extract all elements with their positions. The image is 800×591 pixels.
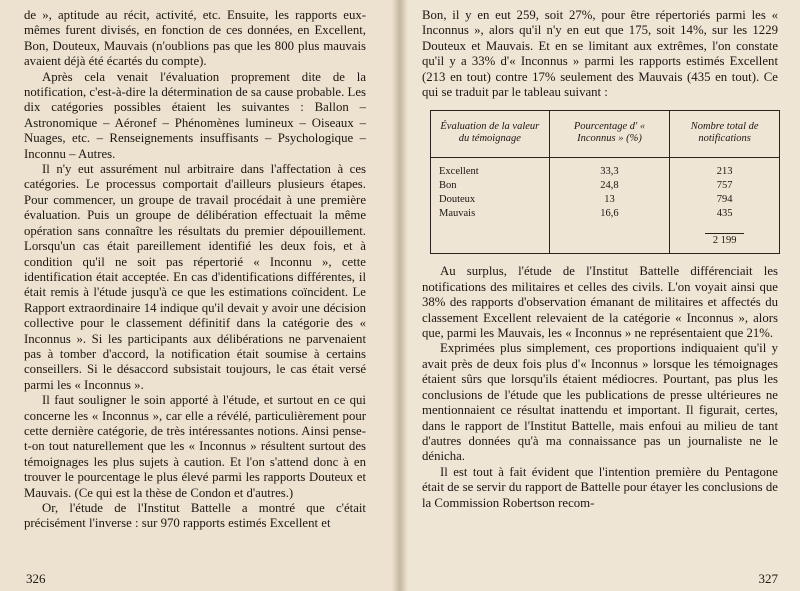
page-number: 326 bbox=[26, 571, 46, 586]
paragraph: Il faut souligner le soin apporté à l'étude, et surtout en ce qui concerne les « Inconnus », car elle a révélé, particulièrement pour cette dernière catégorie, de très intéressantes notions. Ainsi pense-t-on tout naturellement que les « Inconnus » résultent surtout des témoignages les plus sujets à caution. Et l'on s'attend donc à en trouver le pourcentage le plus élevé parmi les rapports Douteux et Mauvais. (Ce qui est la thèse de Condon et d'autres.) bbox=[24, 393, 366, 500]
paragraph: Au surplus, l'étude de l'Institut Battelle différenciait les notifications des militaires et celles des civils. L'on voyait ainsi que 38% des rapports d'observation émanant de militaires et affectés du classement Excellent relevaient de la catégorie « Inconnus », alors que, parmi les Mauvais, les « Inconnus » ne représentaient que 21%. bbox=[422, 264, 778, 341]
table-row bbox=[431, 158, 780, 180]
column-header-evaluation: Évaluation de la valeur du témoignage bbox=[431, 111, 550, 158]
paragraph: Exprimées plus simplement, ces proportions indiquaient qu'il y avait près de deux fois plus d'« Inconnus » lorsque les témoignages étaient sûrs que lorsqu'ils étaient médiocres. Pourtant, pas plus les conclusions de l'étude que les publications de presse ultérieures ne mentionnaient ce résultat inattendu et important. Il figurait, certes, dans le rapport de l'Institut Battelle, mais enfoui au milieu de tant d'autres données qu'à ma connaissance pas un journaliste ne le dénicha. bbox=[422, 341, 778, 464]
row-percent: 13 bbox=[549, 193, 670, 207]
row-label: Excellent bbox=[439, 166, 479, 178]
column-header-percentage: Pourcentage d' « Inconnus » (%) bbox=[549, 111, 670, 158]
paragraph: de », aptitude au récit, activité, etc. Ensuite, les rapports eux-mêmes furent divisés, en fonction de ces données, en Excellent, Bon, Douteux, Mauvais (n'oublions pas que les 800 plus mauvais avaient déjà été écartés du compte). bbox=[24, 8, 366, 69]
right-page bbox=[400, 0, 800, 591]
row-total: 213 bbox=[670, 158, 780, 180]
paragraph: Bon, il y en eut 259, soit 27%, pour être répertoriés parmi les « Inconnus », alors qu'il n'y en eut que 175, soit 14%, sur les 1229 Douteux et Mauvais. Et en se limitant aux extrêmes, l'on constate qu'il y a 33% d'« Inconnus » parmi les rapports estimés Excellent (213 en tout) contre 17% seulement des Mauvais (435 en tout). Ce qui se traduit par le tableau suivant : bbox=[422, 8, 778, 100]
row-percent: 16,6 bbox=[549, 207, 670, 221]
column-header-total: Nombre total de notifications bbox=[670, 111, 780, 158]
paragraph: Il n'y eut assurément nul arbitraire dans l'affectation à ces catégories. Le processus comportait d'ailleurs plusieurs étapes. Pour commencer, un groupe de travail procédait à une première évaluation. Puis un groupe de délibération effectuait la même opération sans connaître les résultats du premier dépouillement. Lorsqu'un cas était pareillement identifié les deux fois, et à condition qu'il ne soit pas répertorié « Inconnu », cette identification était acceptée. En cas d'identifications différentes, il était remis à l'étude jusqu'à ce que les estimations coïncident. Le Rapport extraordinaire 14 indique qu'il devait y avoir une décision collective pour le classement définitif dans la catégorie des « Inconnus ». Si les participants aux délibérations ne parvenaient pas à tomber d'accord, la notification était soumise à certains conseillers. Si le désaccord subsistait toujours, le cas était versé parmi les « Inconnus ». bbox=[24, 162, 366, 392]
evaluation-table bbox=[430, 110, 780, 254]
book-gutter bbox=[392, 0, 408, 591]
row-label: Mauvais bbox=[439, 208, 476, 220]
table-total-row bbox=[431, 221, 780, 254]
row-label: Bon bbox=[439, 180, 457, 192]
paragraph: Il est tout à fait évident que l'intention première du Pentagone était de se servir du rapport de Battelle pour étayer les conclusions de la Commission Robertson recom- bbox=[422, 464, 778, 510]
row-total: 435 bbox=[670, 207, 780, 221]
row-total: 757 bbox=[670, 179, 780, 193]
table-row bbox=[431, 179, 780, 193]
table-row bbox=[431, 193, 780, 207]
row-percent: 24,8 bbox=[549, 179, 670, 193]
row-percent: 33,3 bbox=[549, 158, 670, 180]
row-label: Douteux bbox=[439, 194, 476, 206]
table-row bbox=[431, 207, 780, 221]
page-number: 327 bbox=[758, 571, 778, 586]
grand-total: 2 199 bbox=[705, 233, 745, 247]
paragraph: Après cela venait l'évaluation proprement dite de la notification, c'est-à-dire la détermination de sa cause probable. Les dix catégories possibles étaient les suivantes : Ballon – Astronomique – Aéronef – Phénomènes lumineux – Oiseaux – Nuages, etc. – Renseignements insuffisants – Psychologique – Inconnu – Autres. bbox=[24, 69, 366, 161]
paragraph: Or, l'étude de l'Institut Battelle a montré que c'était précisément l'inverse : sur 970 rapports estimés Excellent et bbox=[24, 501, 366, 531]
row-total: 794 bbox=[670, 193, 780, 207]
